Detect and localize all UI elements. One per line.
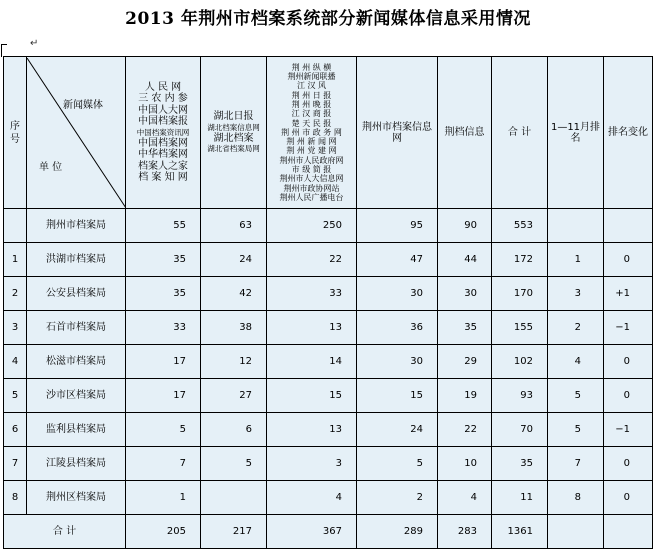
total-rank [548, 515, 604, 549]
total-national: 205 [126, 515, 201, 549]
row-rank-change: −1 [604, 413, 653, 447]
media-name: 湖北档案 [213, 132, 254, 144]
row-rank: 5 [548, 379, 604, 413]
row-rank-change: 0 [604, 481, 653, 515]
row-archive-site-count: 5 [357, 447, 438, 481]
media-name: 荆州新闻联播 [287, 72, 336, 82]
row-national-count: 5 [126, 413, 201, 447]
diagonal-line [27, 58, 126, 208]
row-jingdang-count: 90 [438, 209, 492, 243]
media-name: 三 农 内 参 [138, 93, 188, 104]
row-org: 江陵县档案局 [27, 447, 126, 481]
row-hubei-count: 6 [201, 413, 267, 447]
row-hubei-count: 38 [201, 311, 267, 345]
media-name: 中国档案报 [138, 116, 188, 127]
header-media-label: 新闻媒体 [63, 99, 103, 111]
total-jingzhou: 367 [267, 515, 357, 549]
row-jingzhou-count: 13 [267, 413, 357, 447]
media-name: 中国档案网 [138, 137, 188, 149]
row-jingzhou-count: 15 [267, 379, 357, 413]
row-jingdang-count: 44 [438, 243, 492, 277]
header-row [4, 57, 653, 209]
row-archive-site-count: 36 [357, 311, 438, 345]
row-rank [548, 209, 604, 243]
row-total: 70 [492, 413, 548, 447]
row-jingzhou-count: 13 [267, 311, 357, 345]
media-name: 楚 天 民 报 [291, 118, 332, 128]
row-archive-site-count: 24 [357, 413, 438, 447]
row-seq: 4 [4, 345, 27, 379]
row-national-count: 1 [126, 481, 201, 515]
media-name: 荆 州 党 建 网 [286, 146, 337, 156]
row-org: 洪湖市档案局 [27, 243, 126, 277]
row-org: 公安县档案局 [27, 277, 126, 311]
row-rank: 1 [548, 243, 604, 277]
row-rank-change: 0 [604, 447, 653, 481]
media-name: 人 民 网 [144, 81, 182, 93]
media-name: 荆 州 纵 横 [291, 62, 332, 72]
media-name: 中国人大网 [138, 104, 188, 116]
row-hubei-count [201, 481, 267, 515]
header-diagonal-cell [27, 57, 126, 209]
row-org: 松滋市档案局 [27, 345, 126, 379]
row-hubei-count: 24 [201, 243, 267, 277]
table-row [4, 481, 653, 515]
row-total: 172 [492, 243, 548, 277]
total-hubei: 217 [201, 515, 267, 549]
table-row [4, 413, 653, 447]
total-jingdang: 283 [438, 515, 492, 549]
media-name: 江 汉 风 [296, 81, 327, 91]
row-national-count: 55 [126, 209, 201, 243]
row-jingdang-count: 19 [438, 379, 492, 413]
table-row [4, 311, 653, 345]
row-org: 沙市区档案局 [27, 379, 126, 413]
header-total: 合 计 [492, 57, 548, 209]
row-jingdang-count: 30 [438, 277, 492, 311]
row-national-count: 33 [126, 311, 201, 345]
grand-total: 1361 [492, 515, 548, 549]
table-row [4, 345, 653, 379]
media-name: 荆 州 晚 报 [291, 99, 332, 109]
media-name: 荆州人民广播电台 [279, 192, 344, 202]
row-archive-site-count: 30 [357, 345, 438, 379]
row-rank-change: 0 [604, 379, 653, 413]
media-name: 中华档案网 [138, 149, 188, 160]
row-hubei-count: 12 [201, 345, 267, 379]
media-name: 荆 州 新 闻 网 [286, 137, 337, 147]
media-name: 荆州市政协网站 [283, 183, 340, 193]
row-rank-change: +1 [604, 277, 653, 311]
paragraph-mark: ↵ [30, 38, 39, 49]
row-total: 35 [492, 447, 548, 481]
row-jingzhou-count: 4 [267, 481, 357, 515]
header-jingzhou-media [267, 57, 357, 209]
row-jingzhou-count: 250 [267, 209, 357, 243]
row-seq: 1 [4, 243, 27, 277]
totals-row [4, 515, 653, 549]
row-seq: 7 [4, 447, 27, 481]
media-usage-table [3, 56, 653, 549]
row-seq: 3 [4, 311, 27, 345]
media-name: 湖北档案信息网 [207, 122, 260, 132]
header-rank-change: 排名变化 [604, 57, 653, 209]
media-name: 荆 州 日 报 [291, 90, 332, 100]
row-national-count: 7 [126, 447, 201, 481]
total-archive-site: 289 [357, 515, 438, 549]
row-jingdang-count: 29 [438, 345, 492, 379]
media-name: 档案人之家 [138, 160, 188, 172]
row-hubei-count: 27 [201, 379, 267, 413]
document-title: 2013 年荆州市档案系统部分新闻媒体信息采用情况 [125, 9, 531, 29]
row-archive-site-count: 95 [357, 209, 438, 243]
header-unit-label: 单 位 [39, 161, 63, 173]
row-total: 102 [492, 345, 548, 379]
header-hubei-media [201, 57, 267, 209]
row-hubei-count: 5 [201, 447, 267, 481]
row-hubei-count: 42 [201, 277, 267, 311]
row-rank: 3 [548, 277, 604, 311]
row-total: 155 [492, 311, 548, 345]
row-seq: 5 [4, 379, 27, 413]
media-name: 湖北省档案局网 [207, 144, 260, 153]
row-rank-change: 0 [604, 345, 653, 379]
row-national-count: 17 [126, 379, 201, 413]
row-rank: 7 [548, 447, 604, 481]
header-seq: 序 号 [4, 57, 27, 209]
row-jingzhou-count: 22 [267, 243, 357, 277]
row-rank: 5 [548, 413, 604, 447]
row-archive-site-count: 30 [357, 277, 438, 311]
row-national-count: 35 [126, 243, 201, 277]
media-name: 中国档案资讯网 [136, 127, 190, 137]
row-org: 荆州市档案局 [27, 209, 126, 243]
row-jingzhou-count: 3 [267, 447, 357, 481]
row-org: 荆州区档案局 [27, 481, 126, 515]
row-jingzhou-count: 33 [267, 277, 357, 311]
row-archive-site-count: 15 [357, 379, 438, 413]
row-seq: 2 [4, 277, 27, 311]
row-rank-change: −1 [604, 311, 653, 345]
row-seq: 6 [4, 413, 27, 447]
table-row [4, 243, 653, 277]
row-jingdang-count: 10 [438, 447, 492, 481]
header-jingdang-info: 荆档信息 [438, 57, 492, 209]
row-hubei-count: 63 [201, 209, 267, 243]
row-org: 监利县档案局 [27, 413, 126, 447]
row-national-count: 35 [126, 277, 201, 311]
media-name: 荆州市人大信息网 [279, 174, 344, 184]
media-name: 湖北日报 [213, 111, 254, 122]
totals-label: 合 计 [4, 515, 126, 549]
row-rank-change: 0 [604, 243, 653, 277]
table-row [4, 379, 653, 413]
media-name: 荆州市人民政府网 [279, 155, 344, 165]
total-rank-change [604, 515, 653, 549]
row-total: 93 [492, 379, 548, 413]
row-rank-change [604, 209, 653, 243]
header-rank: 1—11月排名 [548, 57, 604, 209]
row-rank: 4 [548, 345, 604, 379]
row-archive-site-count: 2 [357, 481, 438, 515]
row-jingzhou-count: 14 [267, 345, 357, 379]
row-national-count: 17 [126, 345, 201, 379]
media-name: 荆 州 市 政 务 网 [281, 127, 342, 137]
row-rank: 2 [548, 311, 604, 345]
row-total: 170 [492, 277, 548, 311]
media-name: 档 案 知 网 [138, 172, 188, 183]
header-jingzhou-archive-site: 荆州市档案信息网 [357, 57, 438, 209]
table-row [4, 209, 653, 243]
row-total: 11 [492, 481, 548, 515]
row-seq [4, 209, 27, 243]
header-national-media [126, 57, 201, 209]
row-seq: 8 [4, 481, 27, 515]
table-row [4, 447, 653, 481]
row-jingdang-count: 22 [438, 413, 492, 447]
row-total: 553 [492, 209, 548, 243]
row-org: 石首市档案局 [27, 311, 126, 345]
row-jingdang-count: 4 [438, 481, 492, 515]
row-jingdang-count: 35 [438, 311, 492, 345]
media-name: 江 汉 商 报 [291, 109, 332, 119]
row-rank: 8 [548, 481, 604, 515]
row-archive-site-count: 47 [357, 243, 438, 277]
media-name: 市 级 简 报 [291, 165, 332, 175]
table-row [4, 277, 653, 311]
